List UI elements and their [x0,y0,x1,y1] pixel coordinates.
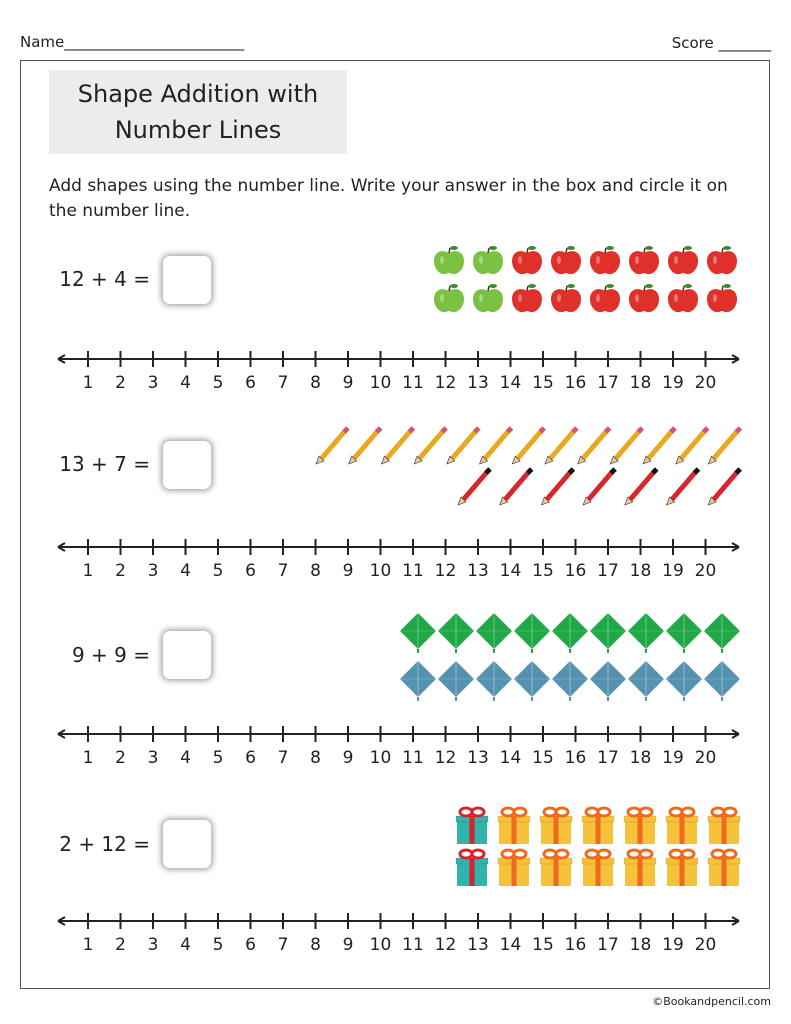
tick-label[interactable]: 14 [499,373,522,393]
kite-icon [552,661,588,701]
tick-label[interactable]: 14 [499,935,522,955]
title-line-1: Shape Addition with [77,80,319,108]
tick-label[interactable]: 7 [277,935,289,955]
kite-icon [514,661,550,701]
pencil-icon [349,428,381,464]
tick-label[interactable]: 9 [342,935,354,955]
tick-label[interactable]: 1 [82,935,94,955]
tick-label[interactable]: 7 [277,561,289,581]
score-field[interactable]: Score _______ [671,34,771,52]
tick-label[interactable]: 11 [402,561,424,581]
copyright-footer: ©Bookandpencil.com [652,995,771,1008]
tick-label[interactable]: 10 [369,935,392,955]
gift-icon [582,808,614,844]
tick-label[interactable]: 18 [629,935,652,955]
tick-label[interactable]: 3 [147,935,159,955]
kite-icon [476,661,512,701]
tick-label[interactable]: 16 [564,373,587,393]
apple-icon [512,246,542,274]
tick-label[interactable]: 19 [662,935,684,955]
pencil-icon [458,469,490,505]
tick-label[interactable]: 11 [402,373,424,393]
tick-label[interactable]: 8 [310,935,321,955]
gift-icon [498,808,530,844]
kite-icon [666,661,702,701]
kite-icon [476,613,512,653]
pencil-icon [643,428,675,464]
title-line-2: Number Lines [114,116,282,144]
pencil-icon [447,428,479,464]
apple-icon [629,284,659,312]
equation-4: 2 + 12 = [59,832,150,856]
tick-label[interactable]: 8 [310,561,321,581]
tick-label[interactable]: 5 [212,748,224,768]
pencil-icon [583,469,615,505]
kite-icon [590,661,626,701]
number-line-3 [58,726,739,768]
apple-icon [434,284,464,312]
pencil-icon [610,428,642,464]
apple-icon [707,246,737,274]
apple-icon [473,284,503,312]
gift-icon [624,850,656,886]
pencil-icon [381,428,413,464]
tick-label[interactable]: 20 [694,748,717,768]
tick-label[interactable]: 13 [467,748,489,768]
tick-label[interactable]: 13 [467,561,489,581]
pencil-icon [708,428,740,464]
tick-label[interactable]: 15 [532,561,554,581]
tick-label[interactable]: 19 [662,373,684,393]
apple-icon [551,284,581,312]
equation-1: 12 + 4 = [59,267,150,291]
name-field[interactable]: Name________________________ [20,33,245,51]
tick-label[interactable]: 17 [597,561,619,581]
pencil-icon [512,428,544,464]
number-line-1 [58,351,739,393]
tick-label[interactable]: 12 [434,748,457,768]
tick-label[interactable]: 4 [180,561,191,581]
tick-label[interactable]: 18 [629,561,652,581]
pencil-icon [578,428,610,464]
tick-label[interactable]: 20 [694,561,717,581]
tick-label[interactable]: 13 [467,935,489,955]
kite-icon [438,613,474,653]
pencil-icon [316,428,348,464]
tick-label[interactable]: 13 [467,373,489,393]
tick-label[interactable]: 17 [597,935,619,955]
kite-icon [704,613,740,653]
tick-label[interactable]: 9 [342,373,354,393]
kite-icon [704,661,740,701]
pencil-icon [545,428,577,464]
tick-label[interactable]: 10 [369,373,392,393]
gift-icon [456,850,488,886]
apple-icon [668,246,698,274]
tick-label[interactable]: 7 [277,748,289,768]
apple-icon [473,246,503,274]
tick-label[interactable]: 1 [82,748,94,768]
kite-icon [628,613,664,653]
tick-label[interactable]: 8 [310,748,321,768]
apple-icon [551,246,581,274]
tick-label[interactable]: 2 [115,935,126,955]
tick-label[interactable]: 2 [115,373,126,393]
tick-label[interactable]: 17 [597,373,619,393]
gift-icon [666,850,698,886]
apple-icon [590,284,620,312]
kite-icon [552,613,588,653]
tick-label[interactable]: 3 [147,561,159,581]
gift-icon [540,850,572,886]
tick-label[interactable]: 2 [115,748,126,768]
pencil-icon [676,428,708,464]
tick-label[interactable]: 12 [434,561,457,581]
gift-icon [540,808,572,844]
tick-label[interactable]: 15 [532,935,554,955]
tick-label[interactable]: 18 [629,748,652,768]
instructions: Add shapes using the number line. Write your answer in the box and circle it on the number line. [49,176,728,221]
tick-label[interactable]: 20 [694,935,717,955]
pencil-icon [625,469,657,505]
gift-icon [624,808,656,844]
equation-2: 13 + 7 = [59,452,150,476]
tick-label[interactable]: 10 [369,748,392,768]
tick-label[interactable]: 9 [342,748,354,768]
tick-label[interactable]: 6 [245,935,256,955]
pencil-icon [500,469,532,505]
pencil-icon [480,428,512,464]
equation-3: 9 + 9 = [71,643,150,667]
kite-icon [400,613,436,653]
tick-label[interactable]: 18 [629,373,652,393]
tick-label[interactable]: 15 [532,748,554,768]
pencil-icon [708,469,740,505]
apple-icon [668,284,698,312]
tick-label[interactable]: 19 [662,561,684,581]
tick-label[interactable]: 1 [82,561,94,581]
gift-icon [708,808,740,844]
pencil-icon [541,469,573,505]
tick-label[interactable]: 9 [342,561,354,581]
tick-label[interactable]: 17 [597,748,619,768]
apple-icon [629,246,659,274]
gift-icon [582,850,614,886]
apple-icon [512,284,542,312]
tick-label[interactable]: 15 [532,373,554,393]
tick-label[interactable]: 16 [564,748,587,768]
kite-icon [400,661,436,701]
apple-icon [707,284,737,312]
apple-icon [434,246,464,274]
kite-icon [590,613,626,653]
gift-icon [708,850,740,886]
gift-icon [666,808,698,844]
tick-label[interactable]: 6 [245,748,256,768]
tick-label[interactable]: 16 [564,935,587,955]
tick-label[interactable]: 14 [499,748,522,768]
tick-label[interactable]: 2 [115,561,126,581]
tick-label[interactable]: 5 [212,935,224,955]
kite-icon [514,613,550,653]
number-line-4 [58,913,739,955]
kite-icon [438,661,474,701]
number-line-2 [58,539,739,581]
tick-label[interactable]: 16 [564,561,587,581]
kite-icon [666,613,702,653]
pencil-icon [667,469,699,505]
apple-icon [590,246,620,274]
tick-label[interactable]: 8 [310,373,321,393]
tick-label[interactable]: 12 [434,373,457,393]
tick-label[interactable]: 5 [212,373,224,393]
gift-icon [498,850,530,886]
tick-label[interactable]: 5 [212,561,224,581]
tick-label[interactable]: 4 [180,935,191,955]
kite-icon [628,661,664,701]
tick-label[interactable]: 6 [245,373,256,393]
tick-label[interactable]: 7 [277,373,289,393]
tick-label[interactable]: 3 [147,373,159,393]
tick-label[interactable]: 20 [694,373,717,393]
gift-icon [456,808,488,844]
tick-label[interactable]: 3 [147,748,159,768]
tick-label[interactable]: 4 [180,748,191,768]
tick-label[interactable]: 10 [369,561,392,581]
tick-label[interactable]: 11 [402,748,424,768]
tick-label[interactable]: 12 [434,935,457,955]
tick-label[interactable]: 19 [662,748,684,768]
tick-label[interactable]: 4 [180,373,191,393]
tick-label[interactable]: 1 [82,373,94,393]
tick-label[interactable]: 11 [402,935,424,955]
pencil-icon [414,428,446,464]
tick-label[interactable]: 14 [499,561,522,581]
tick-label[interactable]: 6 [245,561,256,581]
